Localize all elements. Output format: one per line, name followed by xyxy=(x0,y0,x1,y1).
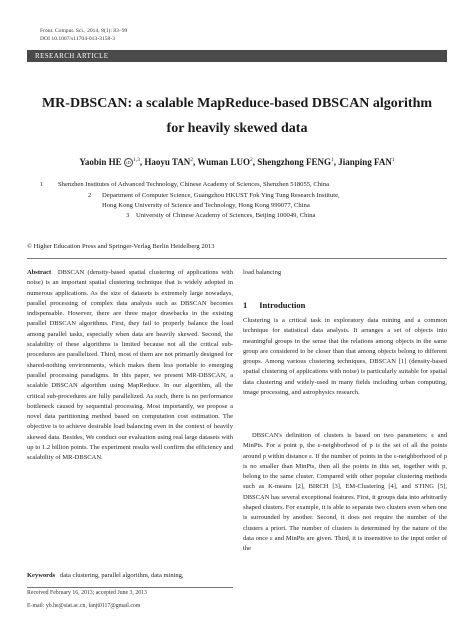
doi: DOI 10.1007/s11704-013-3158-3 xyxy=(40,36,115,42)
abstract xyxy=(27,268,233,464)
author-3: Wuman LUO xyxy=(197,157,250,167)
keywords-label: Keywords xyxy=(27,572,56,579)
section-number: 1 xyxy=(243,300,248,310)
paper-title-line-2: for heavily skewed data xyxy=(166,121,308,136)
affiliation-1-number: 1 xyxy=(40,181,44,188)
received-dates: Received February 16, 2013; accepted June 3, 2013 xyxy=(27,590,147,596)
affiliation-3-number: 3 xyxy=(126,212,130,219)
abstract-text: DBSCAN (density-based spatial clustering of applications with noise) is an important spatial clustering technique that is widely adopted in numerous applications. As the size of datasets is extremely large nowadays, parallel processing of complex data analysis such as DBSCAN becomes indispensable. However, there are three major drawbacks in the existing parallel DBSCAN algorithms. First, they fail to properly balance the load among parallel tasks, especially when data are heavily skewed. Second, the scalability of these algorithms is limited because not all the critical sub-procedures are parallelized. Third, most of them are not primarily designed for shared-nothing environments, which makes them less portable to emerging parallel processing paradigms. In this paper, we present MR-DBSCAN, a scalable DBSCAN algorithm using MapReduce. In our algorithm, all the critical sub-procedures are fully parallelized. As such, there is no performance bottleneck caused by sequential processing. Most importantly, we propose a novel data partitioning method based on computation cost estimation. The objective is to achieve desirable load balancing even in the context of heavily skewed data. Besides, We conduct our evaluation using real large datasets with up to 1.2 billion points. The experiment results well confirm the efficiency and scalability of MR-DBSCAN. xyxy=(27,269,233,462)
footnote-divider xyxy=(27,587,233,588)
journal-citation: Front. Comput. Sci., 2014, 8(1): 83–99 xyxy=(40,28,128,34)
paper-title-line-1: MR-DBSCAN: a scalable MapReduce-based DBSCAN algorithm xyxy=(41,96,433,111)
keywords-continued: load balancing xyxy=(243,269,282,276)
author-4-affiliation: 1 xyxy=(330,157,334,163)
section-heading-introduction xyxy=(243,295,447,313)
introduction-paragraph-1: Clustering is a critical task in exploratory data mining and a common technique for statistical data analysis. It arranges a set of objects into meaningful groups in the sense that the relations among objects in the same group are considered to be closer than that among objects belong to different groups. Among various clustering techniques, DBSCAN [1] (density-based spatial clustering of applications with noise) is particularly suitable for spatial data clustering and widely-used in many fields including urban computing, image processing, and astrophysics research. xyxy=(243,317,447,397)
keywords xyxy=(27,571,233,581)
keywords-text: data clustering, parallel algorithm, data mining, xyxy=(60,572,184,579)
author-list: Yaobin HE iD $^{1,3}$, Haoyu TAN$^2$, Wuman LUO$^2$, Shengzhong FENG$^1$, Jianping FAN$^1$ xyxy=(79,157,395,167)
author-5: Jianping FAN xyxy=(338,157,392,167)
author-1: Yaobin HE xyxy=(79,157,122,167)
author-2: Haoyu TAN xyxy=(144,157,191,167)
contact-email: E-mail: yb.he@siat.ac.cn, fanjt0117@gmail.com xyxy=(27,603,141,609)
affiliation-2-line-1: Department of Computer Science, Guangzhou HKUST Fok Ying Tung Research Institute, xyxy=(102,192,340,199)
divider xyxy=(27,258,447,259)
introduction-paragraph-2: DBSCAN's definition of clusters is based on two parameters: ε and MinPts. For a point p, the ε-neighborhood of p is the set of all the points around p within distance ε. If the number of points in the ε-neighborhood of p is no smaller than MinPts, then all the points in this set, together with p, belong to the same cluster. Compared with other popular clustering methods such as K-means [2], BIRCH [3], EM-Clustering [4], and STING [5], DBSCAN has several exceptional features. First, it groups data into arbitrarily shaped clusters. For example, it is able to separate two clusters even when one is surrounded by another. Second, it does not require the number of the clusters a priori. The number of clusters is determined by the nature of the data once ε and MinPts are given. Third, it is insensitive to the input order of the xyxy=(243,432,447,553)
affiliation-2-line-2: Hong Kong University of Science and Technology, Hong Kong 999077, China xyxy=(102,202,310,209)
copyright-notice: © Higher Education Press and Springer-Verlag Berlin Heidelberg 2013 xyxy=(27,243,215,250)
section-title: Introduction xyxy=(259,300,306,310)
affiliation-3: University of Chinese Academy of Sciences, Beijing 100049, China xyxy=(136,212,316,219)
author-4: Shengzhong FENG xyxy=(257,157,331,167)
author-1-affiliation: 1,3 xyxy=(132,157,140,163)
author-5-affiliation: 1 xyxy=(391,157,395,163)
orcid-icon: iD xyxy=(124,158,133,167)
article-type-banner: RESEARCH ARTICLE xyxy=(27,50,447,62)
affiliation-2-number: 2 xyxy=(88,192,92,199)
author-2-affiliation: 2 xyxy=(190,157,193,163)
affiliation-1: Shenzhen Institutes of Advanced Technology, Chinese Academy of Sciences, Shenzhen 518055, China xyxy=(58,181,330,188)
abstract-label: Abstract xyxy=(27,269,52,276)
author-3-affiliation: 2 xyxy=(249,157,253,163)
paper-title xyxy=(27,91,447,141)
